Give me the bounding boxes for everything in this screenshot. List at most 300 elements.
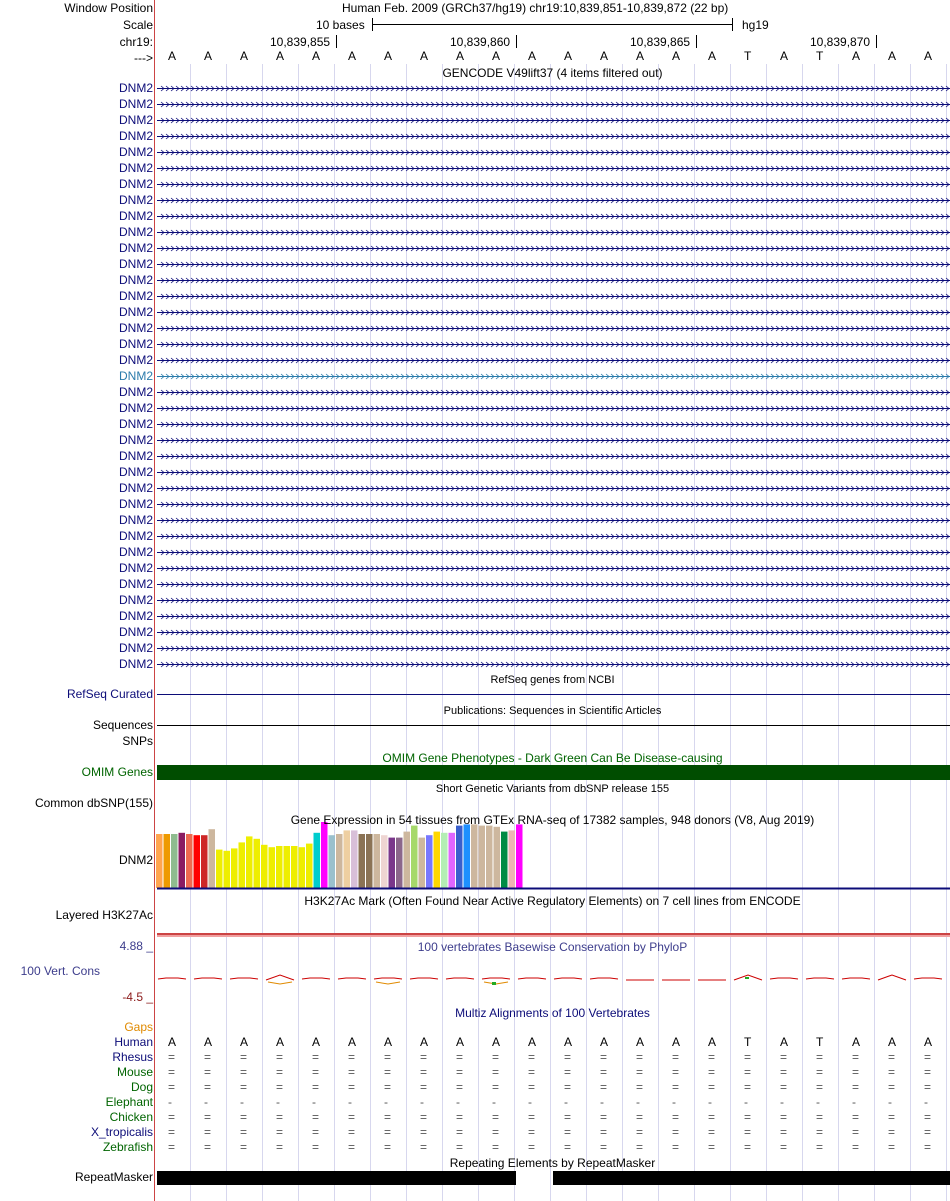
gencode-gene-label[interactable]: DNM2 — [118, 225, 153, 239]
multiz-alignment-base: = — [600, 1125, 608, 1139]
multiz-species-label[interactable]: X_tropicalis — [90, 1125, 153, 1139]
multiz-alignment-base: - — [708, 1095, 712, 1109]
phylop-score — [266, 975, 294, 980]
multiz-alignment-base: = — [888, 1140, 896, 1154]
dbsnp-track-title: Short Genetic Variants from dbSNP release 155 — [435, 783, 670, 795]
gencode-gene-label[interactable]: DNM2 — [118, 577, 153, 591]
multiz-alignment-base: A — [852, 1035, 861, 1049]
phylop-min-label: -4.5 _ — [122, 990, 153, 1004]
multiz-alignment-base: = — [924, 1125, 932, 1139]
multiz-alignment-base: A — [492, 1035, 501, 1049]
gencode-gene-label[interactable]: DNM2 — [118, 625, 153, 639]
multiz-alignment-base: = — [384, 1140, 392, 1154]
phylop-score — [338, 978, 366, 979]
repeatmasker-element — [157, 1171, 516, 1185]
multiz-alignment-base: = — [204, 1080, 212, 1094]
multiz-alignment-base: = — [708, 1050, 716, 1064]
multiz-alignment-base: T — [744, 1035, 752, 1049]
multiz-alignment-base: = — [312, 1050, 320, 1064]
multiz-alignment-base: - — [744, 1095, 748, 1109]
multiz-alignment-base: = — [168, 1125, 176, 1139]
gtex-track-label[interactable]: DNM2 — [118, 853, 153, 867]
multiz-alignment-base: = — [528, 1050, 536, 1064]
multiz-alignment-base: - — [348, 1095, 352, 1109]
gtex-tissue-bar — [216, 850, 223, 888]
multiz-alignment-base: - — [276, 1095, 280, 1109]
multiz-alignment-base: = — [492, 1140, 500, 1154]
multiz-alignment-base: = — [456, 1080, 464, 1094]
gencode-gene-label[interactable]: DNM2 — [118, 417, 153, 431]
multiz-alignment-base: - — [636, 1095, 640, 1109]
gencode-gene-label[interactable]: DNM2 — [118, 369, 153, 383]
multiz-species-label[interactable]: Chicken — [109, 1110, 153, 1124]
multiz-alignment-base: = — [672, 1125, 680, 1139]
multiz-alignment-base: = — [348, 1050, 356, 1064]
tick-label: 10,839,865 — [630, 35, 691, 49]
multiz-species-label[interactable]: Zebrafish — [102, 1140, 153, 1154]
gtex-track-title: Gene Expression in 54 tissues from GTEx RNA-seq of 17382 samples, 948 donors (V8, Aug 2019) — [290, 813, 815, 827]
multiz-alignment-base: = — [456, 1050, 464, 1064]
gencode-gene-label[interactable]: DNM2 — [118, 145, 153, 159]
multiz-alignment-base: A — [528, 1035, 537, 1049]
multiz-alignment-base: = — [276, 1065, 284, 1079]
multiz-alignment-base: = — [528, 1110, 536, 1124]
gtex-tissue-bar — [396, 838, 403, 888]
multiz-alignment-base: = — [672, 1140, 680, 1154]
gencode-gene-label[interactable]: DNM2 — [118, 257, 153, 271]
gencode-gene-label[interactable]: DNM2 — [118, 561, 153, 575]
omim-track-label[interactable]: OMIM Genes — [81, 765, 153, 779]
tick-label: 10,839,860 — [450, 35, 511, 49]
gencode-gene-label[interactable]: DNM2 — [118, 545, 153, 559]
tick-label: 10,839,855 — [270, 35, 331, 49]
gtex-tissue-bar — [269, 847, 276, 888]
gtex-tissue-bar — [381, 835, 388, 888]
scale-assembly: hg19 — [742, 18, 769, 32]
multiz-alignment-base: = — [384, 1050, 392, 1064]
multiz-species-label[interactable]: Rhesus — [112, 1050, 153, 1064]
multiz-alignment-base: = — [312, 1125, 320, 1139]
gencode-gene-label[interactable]: DNM2 — [118, 593, 153, 607]
multiz-alignment-base: = — [312, 1065, 320, 1079]
multiz-alignment-base: = — [708, 1140, 716, 1154]
omim-track-title: OMIM Gene Phenotypes - Dark Green Can Be Disease-causing — [382, 751, 723, 765]
sequence-base: A — [528, 49, 537, 63]
scale-label: Scale — [122, 18, 153, 32]
multiz-alignment-base: = — [348, 1140, 356, 1154]
multiz-alignment-base: = — [348, 1065, 356, 1079]
gtex-tissue-bar — [276, 846, 283, 888]
multiz-alignment-base: A — [420, 1035, 429, 1049]
multiz-alignment-base: = — [420, 1110, 428, 1124]
phylop-score — [878, 975, 906, 980]
publications-sequences-label[interactable]: Sequences — [92, 718, 153, 732]
gtex-tissue-bar — [456, 826, 463, 888]
phylop-negative-score — [268, 982, 292, 984]
phylop-max-label: 4.88 _ — [119, 939, 153, 953]
gencode-gene-label[interactable]: DNM2 — [118, 81, 153, 95]
window-position-value: Human Feb. 2009 (GRCh37/hg19) chr19:10,839,851-10,839,872 (22 bp) — [342, 1, 729, 15]
refseq-track-title: RefSeq genes from NCBI — [490, 674, 615, 686]
gtex-tissue-bar — [179, 833, 186, 888]
multiz-alignment-base: - — [564, 1095, 568, 1109]
phylop-score — [230, 978, 258, 979]
dbsnp-track-label[interactable]: Common dbSNP(155) — [34, 796, 153, 810]
multiz-alignment-base: - — [852, 1095, 856, 1109]
multiz-alignment-base: = — [816, 1110, 824, 1124]
multiz-alignment-base: = — [168, 1140, 176, 1154]
multiz-alignment-base: - — [204, 1095, 208, 1109]
multiz-alignment-base: - — [924, 1095, 928, 1109]
sequence-base: A — [492, 49, 501, 63]
gencode-gene-label[interactable]: DNM2 — [118, 641, 153, 655]
multiz-alignment-base: = — [600, 1050, 608, 1064]
multiz-track-title: Multiz Alignments of 100 Vertebrates — [455, 1006, 650, 1020]
multiz-alignment-base: = — [420, 1050, 428, 1064]
gencode-gene-label[interactable]: DNM2 — [118, 273, 153, 287]
multiz-species-label[interactable]: Mouse — [116, 1065, 153, 1079]
multiz-alignment-base: = — [384, 1125, 392, 1139]
multiz-alignment-base: A — [204, 1035, 213, 1049]
multiz-alignment-base: = — [816, 1065, 824, 1079]
gtex-tissue-bar — [209, 829, 216, 888]
multiz-species-label[interactable]: Human — [114, 1035, 153, 1049]
gencode-gene-label[interactable]: DNM2 — [118, 529, 153, 543]
gencode-gene-label[interactable]: DNM2 — [118, 321, 153, 335]
multiz-alignment-base: = — [888, 1110, 896, 1124]
gtex-tissue-bar — [224, 851, 231, 888]
multiz-alignment-base: A — [708, 1035, 717, 1049]
multiz-alignment-base: = — [528, 1125, 536, 1139]
multiz-alignment-base: A — [672, 1035, 681, 1049]
multiz-alignment-base: = — [348, 1125, 356, 1139]
multiz-alignment-base: = — [528, 1065, 536, 1079]
repeatmasker-track-label[interactable]: RepeatMasker — [74, 1170, 153, 1184]
gtex-tissue-bar — [479, 826, 486, 888]
multiz-alignment-base: = — [636, 1110, 644, 1124]
sequence-base: A — [780, 49, 789, 63]
multiz-alignment-base: = — [636, 1065, 644, 1079]
multiz-alignment-base: = — [420, 1080, 428, 1094]
phylop-score — [518, 978, 546, 979]
gencode-gene-label[interactable]: DNM2 — [118, 193, 153, 207]
sequence-base: A — [456, 49, 465, 63]
gencode-gene-label[interactable]: DNM2 — [118, 385, 153, 399]
gencode-gene-label[interactable]: DNM2 — [118, 657, 153, 671]
gtex-tissue-bar — [374, 834, 381, 888]
gencode-gene-label[interactable]: DNM2 — [118, 161, 153, 175]
multiz-alignment-base: = — [852, 1080, 860, 1094]
gtex-tissue-bar — [434, 832, 441, 888]
gtex-tissue-bar — [344, 830, 351, 888]
chrom-label: chr19: — [119, 35, 153, 49]
multiz-alignment-base: - — [780, 1095, 784, 1109]
multiz-alignment-base: = — [420, 1140, 428, 1154]
sequence-base: A — [672, 49, 681, 63]
gencode-gene-label[interactable]: DNM2 — [118, 353, 153, 367]
multiz-alignment-base: - — [168, 1095, 172, 1109]
multiz-alignment-base: - — [492, 1095, 496, 1109]
phylop-score — [158, 978, 186, 979]
multiz-alignment-base: = — [672, 1080, 680, 1094]
window-position-label: Window Position — [64, 1, 153, 15]
multiz-alignment-base: - — [888, 1095, 892, 1109]
gencode-gene-label[interactable]: DNM2 — [118, 289, 153, 303]
multiz-alignment-base: A — [780, 1035, 789, 1049]
gtex-tissue-bar — [306, 844, 313, 888]
phylop-positive-mark — [745, 977, 749, 979]
gtex-tissue-bar — [441, 833, 448, 888]
multiz-alignment-base: = — [384, 1110, 392, 1124]
multiz-alignment-base: = — [240, 1065, 248, 1079]
multiz-alignment-base: = — [204, 1050, 212, 1064]
gtex-tissue-bar — [231, 848, 238, 888]
multiz-alignment-base: = — [456, 1065, 464, 1079]
multiz-alignment-base: = — [564, 1080, 572, 1094]
gencode-track-title: GENCODE V49lift37 (4 items filtered out) — [442, 66, 663, 80]
gtex-tissue-bar — [471, 824, 478, 888]
gtex-tissue-bar — [284, 846, 291, 888]
multiz-alignment-base: = — [816, 1080, 824, 1094]
phylop-score — [482, 978, 510, 979]
multiz-alignment-base: = — [492, 1050, 500, 1064]
sequence-base: A — [564, 49, 573, 63]
multiz-alignment-base: - — [312, 1095, 316, 1109]
multiz-alignment-base: A — [384, 1035, 393, 1049]
multiz-alignment-base: - — [600, 1095, 604, 1109]
gtex-tissue-bar — [351, 830, 358, 888]
gtex-tissue-bar — [449, 833, 456, 888]
gtex-tissue-bar — [426, 835, 433, 888]
multiz-alignment-base: A — [348, 1035, 357, 1049]
multiz-alignment-base: = — [456, 1140, 464, 1154]
sequence-base: A — [924, 49, 933, 63]
gencode-gene-label[interactable]: DNM2 — [118, 465, 153, 479]
sequence-base: A — [204, 49, 213, 63]
multiz-alignment-base: = — [204, 1125, 212, 1139]
multiz-alignment-base: = — [852, 1125, 860, 1139]
multiz-species-label[interactable]: Dog — [130, 1080, 153, 1094]
scale-value: 10 bases — [316, 18, 365, 32]
phylop-score — [806, 978, 834, 979]
multiz-alignment-base: T — [816, 1035, 824, 1049]
gencode-gene-label[interactable]: DNM2 — [118, 609, 153, 623]
multiz-alignment-base: - — [420, 1095, 424, 1109]
refseq-track-label[interactable]: RefSeq Curated — [66, 687, 153, 701]
h3k27ac-track-title: H3K27Ac Mark (Often Found Near Active Regulatory Elements) on 7 cell lines from ENCODE — [304, 894, 801, 908]
multiz-alignment-base: = — [528, 1080, 536, 1094]
multiz-alignment-base: = — [564, 1110, 572, 1124]
omim-bar — [157, 765, 950, 780]
sequence-base: A — [276, 49, 285, 63]
multiz-alignment-base: = — [780, 1080, 788, 1094]
multiz-alignment-base: = — [564, 1125, 572, 1139]
gtex-tissue-bar — [411, 826, 418, 888]
phylop-score — [374, 978, 402, 979]
multiz-alignment-base: A — [312, 1035, 321, 1049]
multiz-alignment-base: A — [924, 1035, 933, 1049]
gtex-tissue-bar — [164, 834, 171, 888]
multiz-alignment-base: = — [312, 1080, 320, 1094]
multiz-alignment-base: = — [816, 1140, 824, 1154]
sequence-base: T — [744, 49, 752, 63]
multiz-alignment-base: = — [708, 1125, 716, 1139]
multiz-alignment-base: = — [924, 1050, 932, 1064]
gencode-gene-label[interactable]: DNM2 — [118, 337, 153, 351]
multiz-alignment-base: = — [456, 1125, 464, 1139]
h3k27ac-signal-top — [157, 933, 950, 935]
phylop-positive-mark — [492, 982, 496, 985]
multiz-alignment-base: = — [564, 1140, 572, 1154]
multiz-alignment-base: - — [384, 1095, 388, 1109]
multiz-alignment-base: = — [924, 1140, 932, 1154]
gtex-tissue-bar — [366, 834, 373, 888]
multiz-alignment-base: - — [528, 1095, 532, 1109]
multiz-alignment-base: = — [240, 1110, 248, 1124]
gtex-tissue-bar — [494, 827, 501, 888]
gtex-tissue-bar — [464, 824, 471, 888]
multiz-alignment-base: = — [276, 1080, 284, 1094]
multiz-alignment-base: = — [420, 1065, 428, 1079]
multiz-alignment-base: = — [492, 1080, 500, 1094]
gtex-tissue-bar — [194, 835, 201, 888]
multiz-alignment-base: = — [348, 1080, 356, 1094]
sequence-base: A — [420, 49, 429, 63]
gencode-gene-label[interactable]: DNM2 — [118, 241, 153, 255]
multiz-alignment-base: = — [888, 1050, 896, 1064]
multiz-alignment-base: = — [204, 1065, 212, 1079]
multiz-alignment-base: = — [780, 1140, 788, 1154]
multiz-alignment-base: = — [276, 1110, 284, 1124]
gencode-gene-label[interactable]: DNM2 — [118, 513, 153, 527]
multiz-alignment-base: = — [924, 1080, 932, 1094]
multiz-alignment-base: = — [780, 1065, 788, 1079]
multiz-alignment-base: = — [492, 1065, 500, 1079]
gencode-gene-label[interactable]: DNM2 — [118, 497, 153, 511]
multiz-alignment-base: - — [456, 1095, 460, 1109]
multiz-alignment-base: = — [708, 1110, 716, 1124]
multiz-alignment-base: = — [924, 1110, 932, 1124]
multiz-alignment-base: = — [672, 1065, 680, 1079]
gtex-tissue-bar — [486, 826, 493, 888]
gtex-tissue-bar — [261, 845, 268, 888]
multiz-alignment-base: A — [276, 1035, 285, 1049]
sequence-base: A — [348, 49, 357, 63]
gtex-tissue-bar — [246, 836, 253, 888]
h3k27ac-track-label[interactable]: Layered H3K27Ac — [55, 908, 153, 922]
gencode-gene-label[interactable]: DNM2 — [118, 129, 153, 143]
multiz-alignment-base: = — [780, 1125, 788, 1139]
multiz-alignment-base: = — [312, 1110, 320, 1124]
multiz-alignment-base: = — [636, 1140, 644, 1154]
gtex-tissue-bar — [299, 847, 306, 888]
sequence-base: A — [888, 49, 897, 63]
multiz-alignment-base: = — [744, 1140, 752, 1154]
phylop-negative-score — [376, 982, 400, 984]
gtex-tissue-bar — [501, 832, 508, 888]
multiz-alignment-base: = — [456, 1110, 464, 1124]
multiz-alignment-base: = — [240, 1140, 248, 1154]
gencode-gene-label[interactable]: DNM2 — [118, 481, 153, 495]
multiz-alignment-base: = — [240, 1125, 248, 1139]
gtex-tissue-bar — [186, 834, 193, 888]
gencode-gene-label[interactable]: DNM2 — [118, 305, 153, 319]
sequence-base: A — [384, 49, 393, 63]
sequence-base: A — [312, 49, 321, 63]
gtex-tissue-bar — [321, 822, 328, 888]
multiz-alignment-base: = — [384, 1080, 392, 1094]
phylop-score — [302, 978, 330, 979]
strand-label: ---> — [134, 51, 153, 65]
multiz-alignment-base: = — [852, 1050, 860, 1064]
multiz-gaps-label: Gaps — [124, 1020, 153, 1034]
publications-snps-label[interactable]: SNPs — [122, 734, 153, 748]
gtex-tissue-bar — [516, 824, 523, 888]
multiz-alignment-base: A — [240, 1035, 249, 1049]
gencode-gene-label[interactable]: DNM2 — [118, 177, 153, 191]
gtex-tissue-bar — [156, 834, 163, 888]
multiz-alignment-base: = — [600, 1140, 608, 1154]
multiz-alignment-base: = — [744, 1050, 752, 1064]
phylop-track-label[interactable]: 100 Vert. Cons — [20, 964, 100, 978]
multiz-alignment-base: = — [816, 1050, 824, 1064]
multiz-alignment-base: = — [420, 1125, 428, 1139]
multiz-alignment-base: = — [204, 1110, 212, 1124]
gencode-gene-label[interactable]: DNM2 — [118, 433, 153, 447]
repeatmasker-element — [553, 1171, 950, 1185]
multiz-alignment-base: = — [600, 1065, 608, 1079]
gtex-tissue-bar — [314, 833, 321, 888]
gencode-gene-label[interactable]: DNM2 — [118, 401, 153, 415]
multiz-alignment-base: - — [672, 1095, 676, 1109]
multiz-alignment-base: - — [240, 1095, 244, 1109]
multiz-alignment-base: - — [816, 1095, 820, 1109]
phylop-score — [194, 978, 222, 979]
multiz-alignment-base: = — [276, 1050, 284, 1064]
multiz-alignment-base: = — [888, 1125, 896, 1139]
multiz-alignment-base: = — [924, 1065, 932, 1079]
multiz-alignment-base: = — [888, 1080, 896, 1094]
multiz-alignment-base: = — [276, 1140, 284, 1154]
gencode-gene-label[interactable]: DNM2 — [118, 113, 153, 127]
multiz-alignment-base: A — [888, 1035, 897, 1049]
multiz-alignment-base: = — [600, 1110, 608, 1124]
multiz-alignment-base: = — [600, 1080, 608, 1094]
phylop-score — [914, 978, 942, 979]
multiz-alignment-base: = — [672, 1110, 680, 1124]
gencode-gene-label[interactable]: DNM2 — [118, 97, 153, 111]
tick-label: 10,839,870 — [810, 35, 871, 49]
multiz-alignment-base: = — [384, 1065, 392, 1079]
gtex-tissue-bar — [171, 834, 178, 888]
sequence-base: T — [816, 49, 824, 63]
multiz-alignment-base: = — [528, 1140, 536, 1154]
multiz-alignment-base: = — [348, 1110, 356, 1124]
multiz-alignment-base: = — [744, 1065, 752, 1079]
multiz-alignment-base: = — [492, 1110, 500, 1124]
multiz-alignment-base: = — [564, 1065, 572, 1079]
gtex-tissue-bar — [404, 832, 411, 888]
gtex-tissue-bar — [239, 842, 246, 888]
publications-track-title: Publications: Sequences in Scientific Articles — [443, 705, 662, 717]
multiz-alignment-base: = — [744, 1110, 752, 1124]
gencode-gene-label[interactable]: DNM2 — [118, 209, 153, 223]
multiz-alignment-base: = — [636, 1080, 644, 1094]
gencode-gene-label[interactable]: DNM2 — [118, 449, 153, 463]
multiz-alignment-base: = — [168, 1110, 176, 1124]
multiz-alignment-base: = — [168, 1065, 176, 1079]
multiz-species-label[interactable]: Elephant — [105, 1095, 153, 1109]
